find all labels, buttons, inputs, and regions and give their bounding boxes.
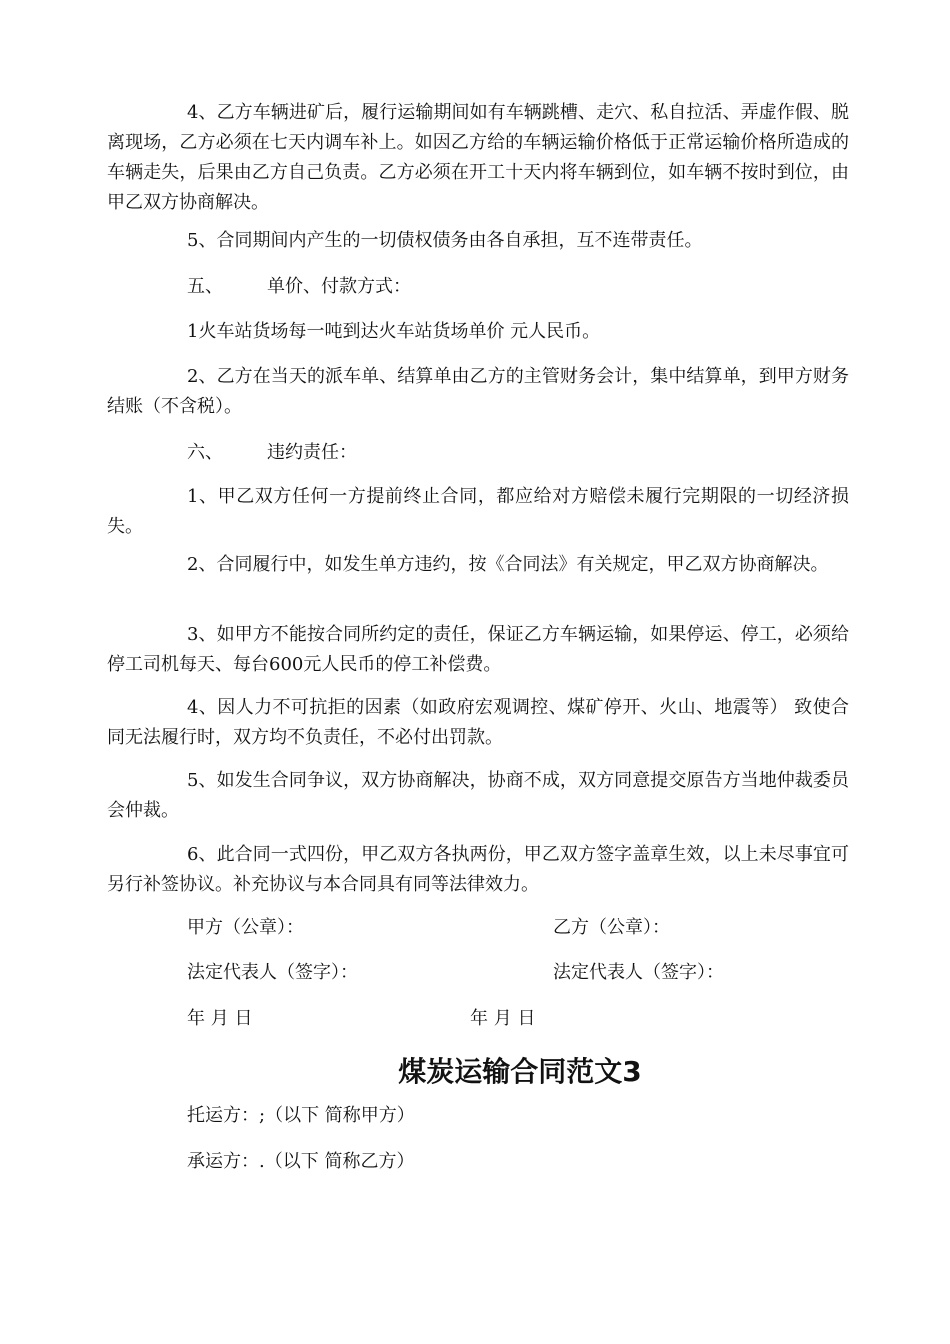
heading-five	[187, 272, 411, 302]
heading-six-text: 违约责任：	[267, 442, 357, 463]
consignor-line: 托运方：;（以下 简称甲方）	[187, 1105, 415, 1126]
clause-unit-price: 1火车站货场每一吨到达火车站货场单价 元人民币。	[187, 321, 601, 342]
heading-five-number: 五、	[187, 276, 223, 297]
party-b-seal: 乙方（公章）：	[553, 917, 670, 938]
clause-4-vehicle-arrival: 4、乙方车辆进矿后，履行运输期间如有车辆跳槽、走穴、私自拉活、弄虚作假、脱离现场，乙方必须在七天内调车补上。如因乙方给的车辆运输价格低于正常运输价格所造成的车辆走失，后果由乙方自己负责。乙方必须在开工十天内将车辆到位，如车辆不按时到位，由甲乙双方协商解决。	[107, 102, 849, 213]
heading-six-number: 六、	[187, 442, 223, 463]
section-title: 煤炭运输合同范文3	[398, 1055, 642, 1088]
party-a-seal: 甲方（公章）：	[187, 917, 304, 938]
breach-clause-2: 2、合同履行中，如发生单方违约，按《合同法》有关规定，甲乙双方协商解决。	[187, 554, 829, 575]
breach-clause-6: 6、此合同一式四份，甲乙双方各执两份，甲乙双方签字盖章生效，以上未尽事宜可另行补签协议。补充协议与本合同具有同等法律效力。	[107, 844, 849, 895]
heading-five-text: 单价、付款方式：	[267, 276, 411, 297]
breach-clause-3: 3、如甲方不能按合同所约定的责任，保证乙方车辆运输，如果停运、停工，必须给停工司机每天、每台600元人民币的停工补偿费。	[107, 624, 849, 675]
party-b-representative: 法定代表人（签字）：	[553, 962, 724, 983]
clause-5-debt: 5、合同期间内产生的一切债权债务由各自承担，互不连带责任。	[187, 230, 703, 251]
clause-payment: 2、乙方在当天的派车单、结算单由乙方的主管财务会计，集中结算单，到甲方财务结账（不含税）。	[107, 366, 849, 417]
breach-clause-4: 4、因人力不可抗拒的因素（如政府宏观调控、煤矿停开、火山、地震等） 致使合同无法履行时，双方均不负责任，不必付出罚款。	[107, 697, 849, 748]
breach-clause-1: 1、甲乙双方任何一方提前终止合同，都应给对方赔偿未履行完期限的一切经济损失。	[107, 486, 849, 537]
carrier-line: 承运方：.（以下 简称乙方）	[187, 1151, 415, 1172]
breach-clause-5: 5、如发生合同争议，双方协商解决，协商不成，双方同意提交原告方当地仲裁委员会仲裁。	[107, 770, 849, 821]
party-a-representative: 法定代表人（签字）：	[187, 962, 358, 983]
heading-six	[187, 438, 357, 468]
party-b-date: 年 月 日	[470, 1008, 536, 1029]
party-a-date: 年 月 日	[187, 1008, 253, 1029]
